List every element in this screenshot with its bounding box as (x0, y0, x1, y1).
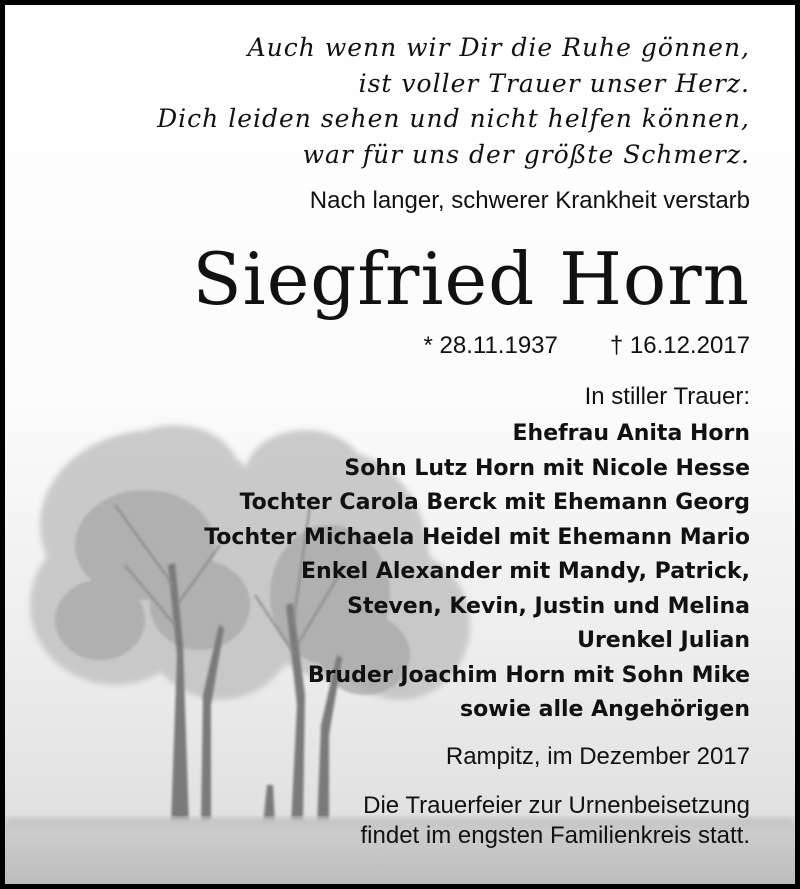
mourner-line: Tochter Michaela Heidel mit Ehemann Mario (204, 524, 750, 550)
mourner-line: Urenkel Julian (577, 628, 750, 653)
mourner-line: Enkel Alexander mit Mandy, Patrick, (301, 559, 750, 584)
verse-line: war für uns der größte Schmerz. (302, 139, 750, 169)
mourner-line: Sohn Lutz Horn mit Nicole Hesse (344, 455, 750, 481)
mourner-line: Tochter Carola Berck mit Ehemann Georg (239, 490, 750, 515)
life-dates (424, 332, 750, 360)
mourners-list (204, 417, 750, 728)
birth-date: * 28.11.1937 (423, 332, 558, 359)
funeral-note-line: Die Trauerfeier zur Urnenbeisetzung (363, 792, 750, 819)
death-date: † 16.12.2017 (609, 332, 750, 359)
mourner-line: Bruder Joachim Horn mit Sohn Mike (307, 662, 750, 688)
obituary-notice (5, 5, 795, 884)
memorial-verse (157, 30, 750, 172)
funeral-note (361, 791, 751, 851)
mourner-line: Steven, Kevin, Justin und Melina (347, 593, 750, 619)
verse-line: Auch wenn wir Dir die Ruhe gönnen, (247, 33, 750, 62)
verse-line: ist voller Trauer unser Herz. (358, 68, 750, 98)
deceased-name: Siegfried Horn (192, 237, 750, 321)
place-date: Rampitz, im Dezember 2017 (445, 743, 750, 770)
intro-text: Nach langer, schwerer Krankheit verstarb (309, 187, 750, 214)
funeral-note-line: findet im engsten Familienkreis statt. (360, 822, 750, 849)
mourner-line: Ehefrau Anita Horn (512, 421, 750, 446)
mourning-heading: In stiller Trauer: (584, 383, 750, 410)
verse-line: Dich leiden sehen und nicht helfen können, (157, 104, 750, 133)
mourner-line: sowie alle Angehörigen (459, 697, 750, 722)
